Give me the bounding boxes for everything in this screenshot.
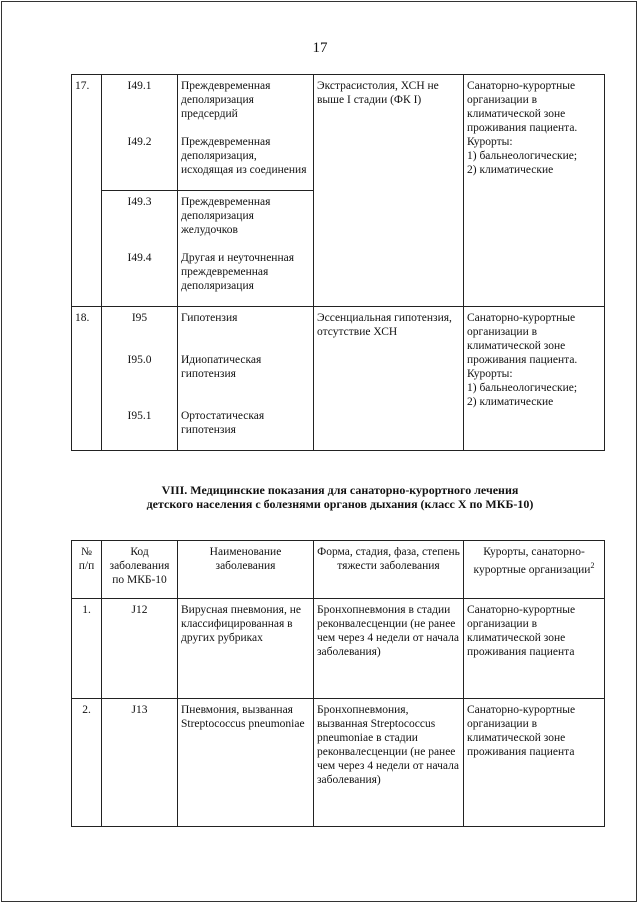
resorts-line: Санаторно-курортные — [467, 80, 576, 92]
resorts-cell: Санаторно-курортные организации в климатической зоне проживания пациента — [464, 699, 605, 827]
table-row — [72, 699, 605, 827]
name-cell — [178, 191, 314, 307]
resorts-line: климатической зоне — [467, 340, 566, 352]
row-number: 17. — [72, 75, 102, 307]
disease-name: Вирусная пневмония, не классифицированная в других рубриках — [178, 599, 314, 699]
disease-name: Ортостатическая гипотензия — [181, 410, 265, 436]
resorts-line: организации в — [467, 326, 538, 338]
top-table — [71, 74, 605, 451]
disease-code: I49.2 — [127, 136, 152, 148]
resorts-line: Курорты: — [467, 368, 513, 380]
disease-name: Идиопатическая гипотензия — [181, 354, 262, 380]
disease-code: I95.0 — [127, 354, 152, 366]
disease-code: I95 — [131, 312, 148, 324]
form-cell: Эссенциальная гипотензия, отсутствие ХСН — [314, 307, 464, 451]
resorts-line: проживания пациента. — [467, 354, 578, 366]
disease-name: Преждевременная деполяризация предсердий — [181, 80, 271, 120]
resorts-cell: Санаторно-курортные организации в климатической зоне проживания пациента — [464, 599, 605, 699]
resorts-line: 1) бальнеологические; — [467, 382, 578, 394]
disease-code: I49.3 — [127, 196, 152, 208]
section-title: VIII. Медицинские показания для санаторно-курортного лечения детского населения с болезнями органов дыхания (класс X по МКБ-10) — [146, 483, 534, 511]
disease-code: I49.1 — [127, 80, 152, 92]
name-cell — [178, 75, 314, 191]
disease-code: J12 — [102, 599, 178, 699]
table-row — [72, 599, 605, 699]
footnote-mark: 2 — [590, 561, 595, 570]
header-num: № п/п — [72, 541, 102, 599]
code-cell — [102, 307, 178, 451]
resorts-cell — [464, 307, 605, 451]
header-code: Код заболевания по МКБ-10 — [102, 541, 178, 599]
resorts-line: 2) климатические — [467, 164, 554, 176]
resorts-line: 2) климатические — [467, 396, 554, 408]
code-cell — [102, 191, 178, 307]
row-number: 1. — [72, 599, 102, 699]
resorts-line: 1) бальнеологические; — [467, 150, 578, 162]
resorts-line: Санаторно-курортные — [467, 312, 576, 324]
row-number: 18. — [72, 307, 102, 451]
name-cell — [178, 307, 314, 451]
disease-code: J13 — [102, 699, 178, 827]
header-name: Наименование заболевания — [178, 541, 314, 599]
bottom-table — [71, 540, 605, 827]
disease-name: Пневмония, вызванная Streptococcus pneumoniae — [178, 699, 314, 827]
resorts-line: климатической зоне — [467, 108, 566, 120]
disease-code: I95.1 — [127, 410, 152, 422]
disease-name: Другая и неуточненная преждевременная деполяризация — [181, 252, 295, 292]
table-header-row — [72, 541, 605, 599]
page-number: 17 — [312, 40, 328, 56]
disease-name: Преждевременная деполяризация желудочков — [181, 196, 271, 236]
resorts-line: проживания пациента. — [467, 122, 578, 134]
resorts-line: Курорты: — [467, 136, 513, 148]
disease-code: I49.4 — [127, 252, 152, 264]
resorts-cell — [464, 75, 605, 307]
form-cell: Бронхопневмония, вызванная Streptococcus pneumoniae в стадии реконвалесценции (не ранее чем через 4 недели от начала заболевания) — [314, 699, 464, 827]
disease-name: Гипотензия — [181, 312, 238, 324]
form-cell: Экстрасистолия, ХСН не выше I стадии (ФК I) — [314, 75, 464, 307]
form-cell: Бронхопневмония в стадии реконвалесценции (не ранее чем через 4 недели от начала заболевания) — [314, 599, 464, 699]
header-resorts-text: Курорты, санаторно-курортные организации — [473, 546, 591, 576]
header-resorts — [464, 541, 605, 599]
code-cell — [102, 75, 178, 191]
disease-name: Преждевременная деполяризация, исходящая из соединения — [181, 136, 307, 176]
table-row-17 — [72, 75, 605, 191]
resorts-line: организации в — [467, 94, 538, 106]
row-number: 2. — [72, 699, 102, 827]
table-row-18 — [72, 307, 605, 451]
header-form: Форма, стадия, фаза, степень тяжести заболевания — [314, 541, 464, 599]
